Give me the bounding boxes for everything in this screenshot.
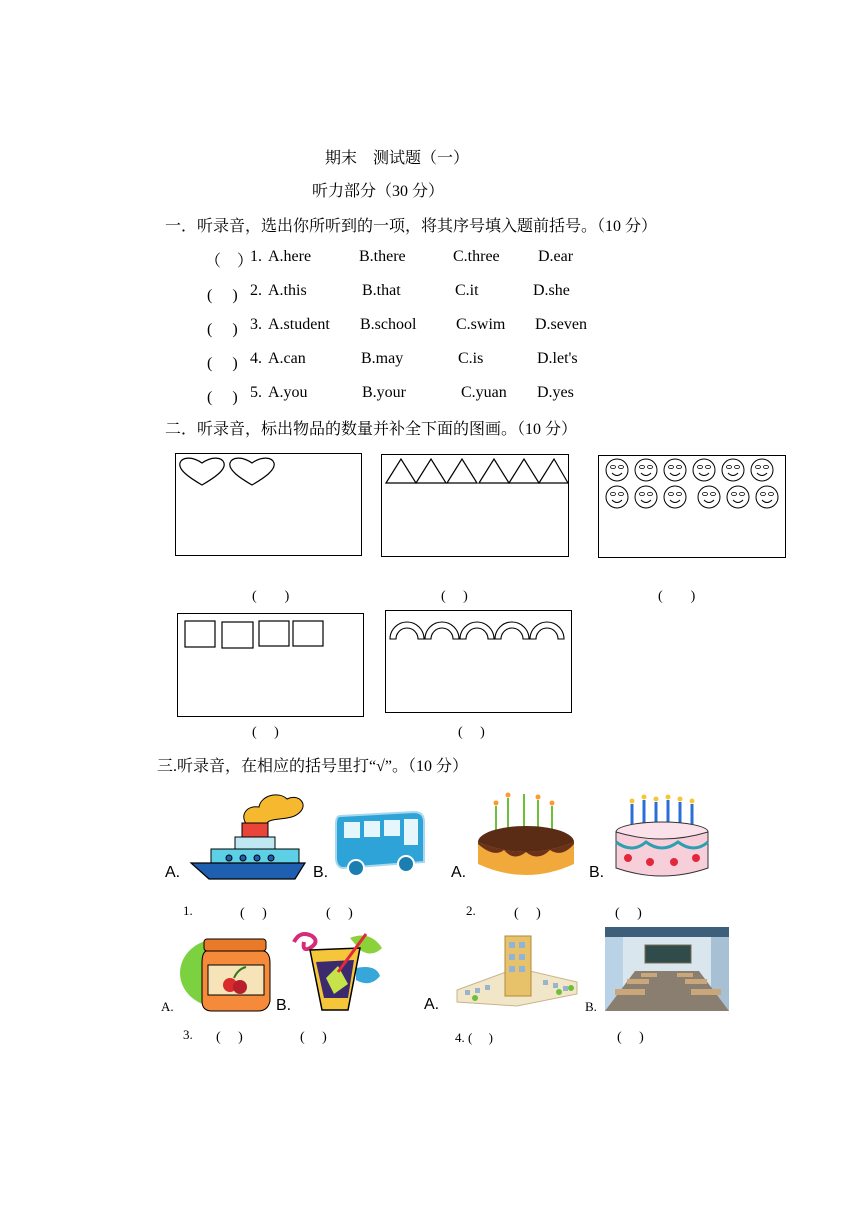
square-icon (293, 621, 323, 646)
smiley-icon (635, 486, 657, 508)
option-d: D.yes (537, 384, 574, 401)
answer-paren[interactable]: ( ) (441, 589, 468, 604)
option-c: C.yuan (461, 384, 507, 401)
heart-icon (230, 458, 274, 485)
heart-icon (180, 458, 224, 485)
option-a: A.here (268, 248, 312, 265)
option-c: C.it (455, 282, 479, 299)
smiley-icon (606, 486, 628, 508)
square-icon (259, 621, 289, 646)
option-c: C.swim (456, 316, 506, 333)
smiley-box[interactable] (598, 455, 786, 558)
answer-paren[interactable]: ( ) (252, 589, 290, 604)
question-number: 1. (183, 903, 193, 918)
section2-heading: 二．听录音，标出物品的数量并补全下面的图画。（10 分） (165, 421, 578, 438)
triangle-box[interactable] (381, 454, 569, 557)
triangle-icon (479, 459, 509, 483)
answer-paren[interactable]: ( ) (615, 906, 642, 921)
birthday-cake-icon[interactable] (612, 792, 712, 882)
answer-paren[interactable]: ( ) (658, 589, 696, 604)
heart-box[interactable] (175, 453, 362, 556)
answer-paren[interactable]: ( ) (458, 725, 485, 740)
answer-paren[interactable]: ( ) (207, 321, 238, 338)
arch-box[interactable] (385, 610, 572, 713)
option-a-label: A. (451, 864, 467, 881)
answer-paren[interactable]: ( ) (326, 906, 353, 921)
triangle-icons (382, 455, 568, 487)
arch-icon (530, 622, 564, 639)
question-number: 1. (250, 248, 262, 265)
option-b: B.that (362, 282, 401, 299)
school-building-icon[interactable] (455, 928, 580, 1008)
answer-paren[interactable]: ( ) (207, 389, 238, 406)
smiley-icons (599, 456, 785, 516)
smiley-icon (727, 486, 749, 508)
smiley-icon (722, 459, 744, 481)
smiley-icon (756, 486, 778, 508)
option-d: D.she (533, 282, 570, 299)
smiley-icon (698, 486, 720, 508)
answer-paren[interactable]: ( ) (617, 1030, 644, 1045)
section3-heading: 三.听录音，在相应的括号里打“√”。（10 分） (157, 758, 468, 775)
section1-heading: 一．听录音，选出你所听到的一项，将其序号填入题前括号。（10 分） (165, 218, 658, 235)
option-a-label: A. (161, 999, 174, 1014)
question-number: 2. (250, 282, 262, 299)
smiley-icon (635, 459, 657, 481)
ship-icon[interactable] (187, 787, 307, 882)
option-b: B.may (361, 350, 404, 367)
answer-paren[interactable]: ( ) (216, 1030, 243, 1045)
option-b-label: B. (585, 999, 597, 1014)
square-icons (178, 614, 338, 654)
square-icon (222, 622, 253, 648)
square-box[interactable] (177, 613, 364, 717)
option-a: A.you (268, 384, 308, 401)
question-number-with-paren[interactable]: 4. ( ) (455, 1030, 493, 1045)
option-a: A.can (268, 350, 306, 367)
arch-icon (425, 622, 459, 639)
answer-paren[interactable]: ( ) (514, 906, 541, 921)
option-a: A.student (268, 316, 330, 333)
option-b-label: B. (589, 864, 605, 881)
smiley-icon (664, 486, 686, 508)
answer-paren[interactable]: ( ) (207, 287, 238, 304)
arch-icon (495, 622, 529, 639)
page-title: 期末 测试题（一） (325, 150, 470, 167)
option-b-label: B. (276, 997, 292, 1014)
triangle-icon (539, 459, 568, 483)
answer-paren[interactable]: ( ) (252, 725, 279, 740)
option-a: A.this (268, 282, 307, 299)
arch-icon (460, 622, 494, 639)
smiley-icon (664, 459, 686, 481)
triangle-icon (447, 459, 477, 483)
triangle-icon (416, 459, 446, 483)
page-subtitle: 听力部分（30 分） (312, 183, 445, 200)
option-b-label: B. (313, 864, 329, 881)
juice-cup-icon[interactable] (290, 928, 385, 1013)
option-b: B.your (362, 384, 406, 401)
heart-icons (176, 454, 276, 494)
option-d: D.let's (537, 350, 578, 367)
option-a-label: A. (165, 864, 181, 881)
triangle-icon (386, 459, 416, 483)
cake-icon[interactable] (474, 792, 579, 882)
arch-icons (386, 611, 571, 651)
question-number: 3. (250, 316, 262, 333)
option-b: B.there (359, 248, 406, 265)
smiley-icon (751, 459, 773, 481)
option-a-label: A. (424, 996, 440, 1013)
question-number: 3. (183, 1027, 193, 1042)
question-number: 5. (250, 384, 262, 401)
question-number: 2. (466, 903, 476, 918)
jam-jar-icon[interactable] (178, 929, 273, 1014)
answer-paren[interactable]: ( ) (300, 1030, 327, 1045)
smiley-icon (693, 459, 715, 481)
option-d: D.ear (538, 248, 574, 265)
option-c: C.three (453, 248, 500, 265)
answer-paren[interactable]: ( ) (207, 355, 238, 372)
option-b: B.school (360, 316, 417, 333)
answer-paren[interactable]: （ ） (205, 253, 254, 270)
question-number: 4. (250, 350, 262, 367)
answer-paren[interactable]: ( ) (240, 906, 267, 921)
classroom-icon[interactable] (605, 927, 729, 1011)
square-icon (185, 621, 215, 647)
arch-icon (390, 622, 424, 639)
bus-icon[interactable] (334, 806, 429, 881)
option-d: D.seven (535, 316, 587, 333)
option-c: C.is (458, 350, 484, 367)
smiley-icon (606, 459, 628, 481)
triangle-icon (509, 459, 539, 483)
